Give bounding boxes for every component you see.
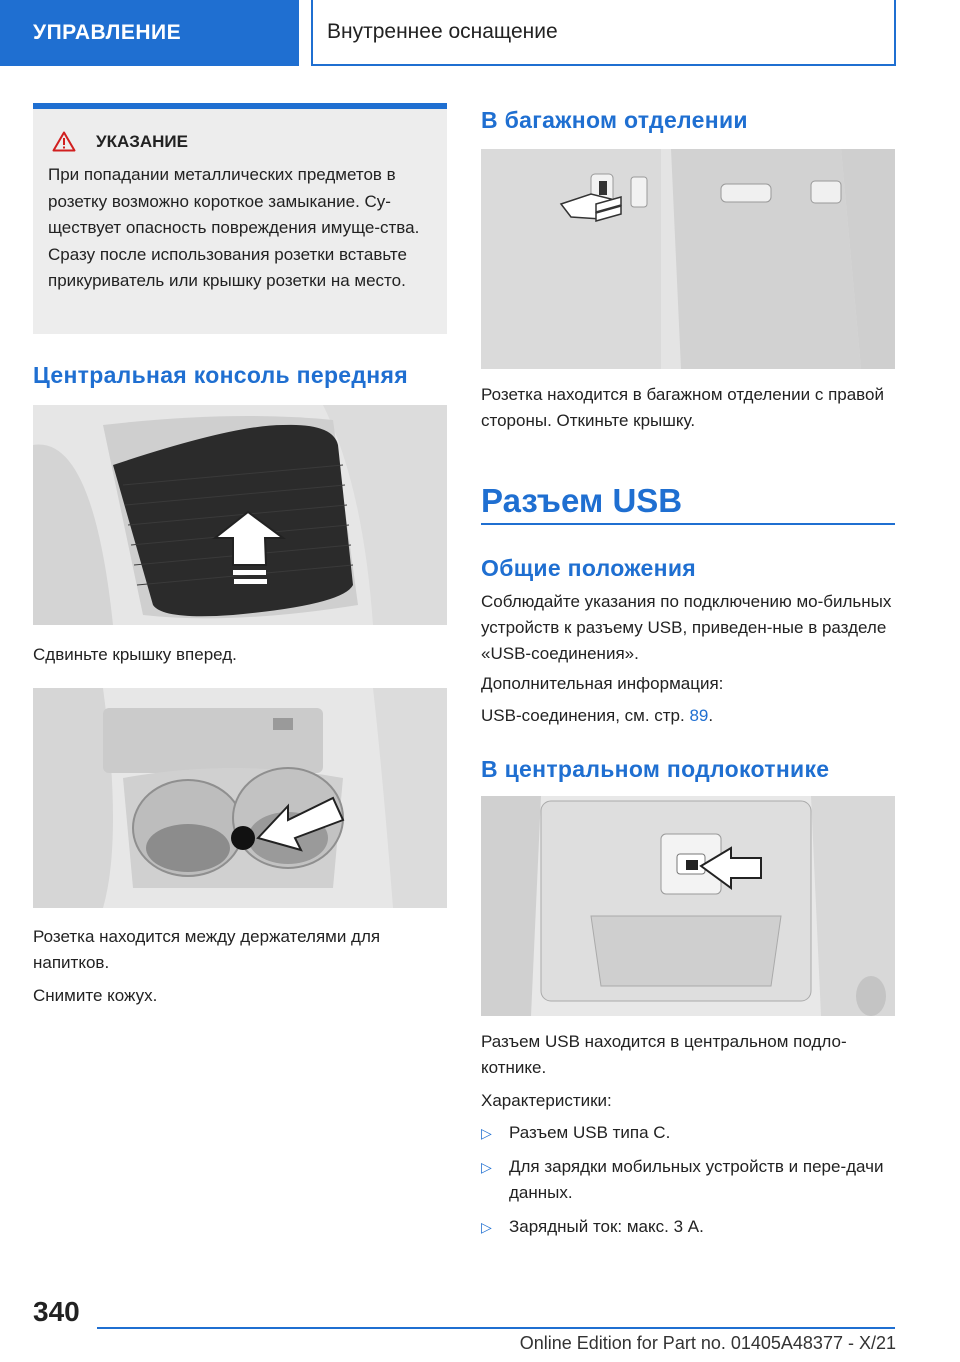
list-item bbox=[481, 1214, 895, 1240]
footer-rule bbox=[97, 1327, 895, 1329]
footer-edition: Online Edition for Part no. 01405A48377 - X/21 bbox=[519, 1333, 896, 1353]
image-armrest-usb bbox=[481, 796, 895, 1016]
warning-text: При попадании металлических предметов в розетку возможно короткое замыкание. Су-ществует опасность повреждения имуще-ства. Сразу после использования розетки вставьте прикуриватель или крышку розетки на место. bbox=[48, 165, 420, 290]
image-cupholders bbox=[33, 688, 447, 908]
page-number: 340 bbox=[33, 1296, 80, 1327]
chapter-title: Внутреннее оснащение bbox=[327, 20, 558, 43]
list-item bbox=[481, 1120, 895, 1146]
feature-text: Зарядный ток: макс. 3 A. bbox=[509, 1217, 704, 1236]
feature-text: Для зарядки мобильных устройств и пере-дачи данных. bbox=[509, 1157, 884, 1202]
warning-header bbox=[48, 131, 437, 152]
reference-page-link[interactable]: 89 bbox=[689, 706, 709, 725]
caption-trunk: Розетка находится в багажном отделении с правой стороны. Откиньте крышку. bbox=[481, 385, 884, 430]
reference-line bbox=[481, 703, 895, 729]
section-tab[interactable] bbox=[0, 0, 299, 66]
list-item bbox=[481, 1154, 895, 1206]
warning-triangle-icon bbox=[52, 131, 76, 152]
image-trunk-socket bbox=[481, 149, 895, 369]
section-tab-label: УПРАВЛЕНИЕ bbox=[33, 21, 182, 44]
bullet-triangle-icon: ▷ bbox=[481, 1125, 492, 1141]
reference-end: . bbox=[708, 706, 714, 725]
warning-box bbox=[33, 103, 447, 334]
warning-label: УКАЗАНИЕ bbox=[96, 131, 188, 151]
caption-socket-location: Розетка находится между держателями для напитков. bbox=[33, 927, 381, 972]
features-label: Характеристики: bbox=[481, 1091, 612, 1110]
bullet-triangle-icon: ▷ bbox=[481, 1159, 492, 1175]
heading-trunk: В багажном отделении bbox=[481, 107, 748, 133]
caption-remove-cover: Снимите кожух. bbox=[33, 986, 158, 1005]
feature-text: Разъем USB типа C. bbox=[509, 1123, 671, 1142]
caption-slide-cover: Сдвиньте крышку вперед. bbox=[33, 645, 237, 664]
more-info-label: Дополнительная информация: bbox=[481, 674, 724, 693]
heading-usb: Разъем USB bbox=[481, 482, 683, 519]
caption-armrest: Разъем USB находится в центральном подло-котнике. bbox=[481, 1032, 847, 1077]
image-console-cover bbox=[33, 405, 447, 625]
heading-general: Общие положения bbox=[481, 555, 696, 581]
chapter-title-tab[interactable] bbox=[311, 0, 896, 66]
reference-text: USB-соединения, см. стр. bbox=[481, 706, 690, 725]
heading-armrest: В центральном подлокотнике bbox=[481, 756, 830, 782]
bullet-triangle-icon: ▷ bbox=[481, 1219, 492, 1235]
heading-center-console: Центральная консоль передняя bbox=[33, 362, 408, 388]
usb-heading-rule bbox=[481, 523, 895, 525]
general-text: Соблюдайте указания по подключению мо-бильных устройств к разъему USB, приведен-ные в разделе «USB-соединения». bbox=[481, 592, 892, 663]
features-list bbox=[481, 1120, 895, 1240]
